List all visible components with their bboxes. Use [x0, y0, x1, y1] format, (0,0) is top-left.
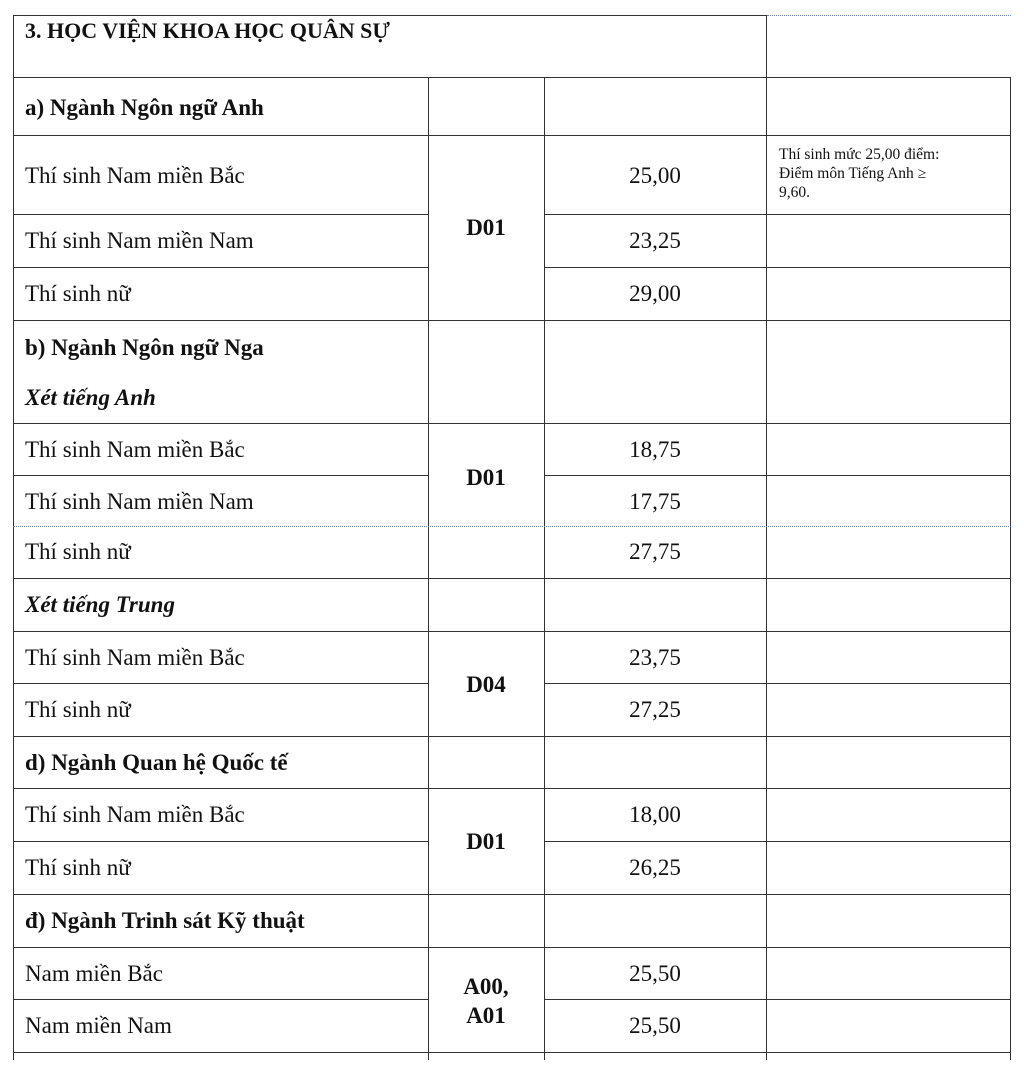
row-label: Thí sinh Nam miền Bắc: [25, 645, 245, 670]
row-label: Thí sinh Nam miền Bắc: [25, 437, 245, 462]
row-label: Thí sinh Nam miền Nam: [25, 489, 254, 514]
row-score: 25,50: [629, 961, 681, 986]
score-table: [13, 15, 1011, 1060]
row-rule: [13, 77, 1011, 78]
row-rule: [13, 894, 1011, 895]
row-label: Thí sinh Nam miền Bắc: [25, 163, 245, 188]
row-score: 23,25: [629, 228, 681, 253]
subject-code-line: A01: [466, 1003, 506, 1028]
row-label: Thí sinh nữ: [25, 697, 131, 722]
row-rule: [13, 631, 1011, 632]
note-line: Thí sinh mức 25,00 điểm:: [779, 146, 940, 163]
note-line: Điểm môn Tiếng Anh ≥: [779, 165, 927, 182]
row-rule: [13, 947, 1011, 948]
row-rule: [544, 475, 1011, 476]
row-rule: [13, 683, 428, 684]
row-score: 27,75: [629, 539, 681, 564]
row-note: [779, 145, 999, 202]
row-score: 18,00: [629, 802, 681, 827]
column-divider-notes: [766, 15, 767, 1060]
row-rule: [13, 267, 428, 268]
row-score: 18,75: [629, 437, 681, 462]
row-rule: [13, 15, 767, 16]
column-divider-score: [544, 77, 545, 1060]
row-label: Nam miền Bắc: [25, 961, 163, 986]
row-rule: [544, 214, 1011, 215]
row-rule-dotted: [13, 526, 1011, 527]
row-label: Thí sinh nữ: [25, 539, 131, 564]
subject-code: D01: [466, 215, 506, 240]
subject-code: D04: [466, 672, 506, 697]
section-heading: a) Ngành Ngôn ngữ Anh: [25, 95, 264, 120]
section-heading: d) Ngành Quan hệ Quốc tế: [25, 750, 288, 775]
row-score: 27,25: [629, 697, 681, 722]
row-score: 26,25: [629, 855, 681, 880]
section-heading: b) Ngành Ngôn ngữ Nga: [25, 335, 264, 360]
row-rule: [13, 788, 1011, 789]
note-line: 9,60.: [779, 184, 810, 201]
row-rule: [13, 841, 428, 842]
section-subheading: Xét tiếng Anh: [25, 385, 156, 410]
row-rule: [13, 135, 1011, 136]
table-border-left: [13, 15, 14, 1060]
row-rule: [13, 423, 1011, 424]
row-label: Nam miền Nam: [25, 1013, 172, 1038]
row-rule: [13, 736, 1011, 737]
row-score: 25,50: [629, 1013, 681, 1038]
row-rule: [13, 475, 428, 476]
row-rule: [544, 999, 1011, 1000]
row-rule: [13, 214, 428, 215]
row-label: Thí sinh Nam miền Nam: [25, 228, 254, 253]
page-title: 3. HỌC VIỆN KHOA HỌC QUÂN SỰ: [25, 18, 390, 43]
row-rule: [544, 267, 1011, 268]
row-label: Thí sinh Nam miền Bắc: [25, 802, 245, 827]
row-rule-dotted: [767, 15, 1011, 16]
row-rule: [13, 999, 428, 1000]
table-border-right: [1010, 77, 1011, 1060]
subject-code: D01: [466, 465, 506, 490]
row-rule: [13, 320, 1011, 321]
subject-code: D01: [466, 829, 506, 854]
row-label: Thí sinh nữ: [25, 855, 131, 880]
subject-code-line: A00,: [463, 974, 509, 999]
row-score: 17,75: [629, 489, 681, 514]
row-score: 29,00: [629, 281, 681, 306]
row-label: Thí sinh nữ: [25, 281, 131, 306]
section-subheading: Xét tiếng Trung: [25, 592, 175, 617]
section-heading: đ) Ngành Trinh sát Kỹ thuật: [25, 908, 305, 933]
row-rule: [544, 841, 1011, 842]
row-score: 25,00: [629, 163, 681, 188]
row-rule: [544, 683, 1011, 684]
row-rule: [13, 1052, 1011, 1053]
row-rule: [13, 578, 1011, 579]
row-score: 23,75: [629, 645, 681, 670]
